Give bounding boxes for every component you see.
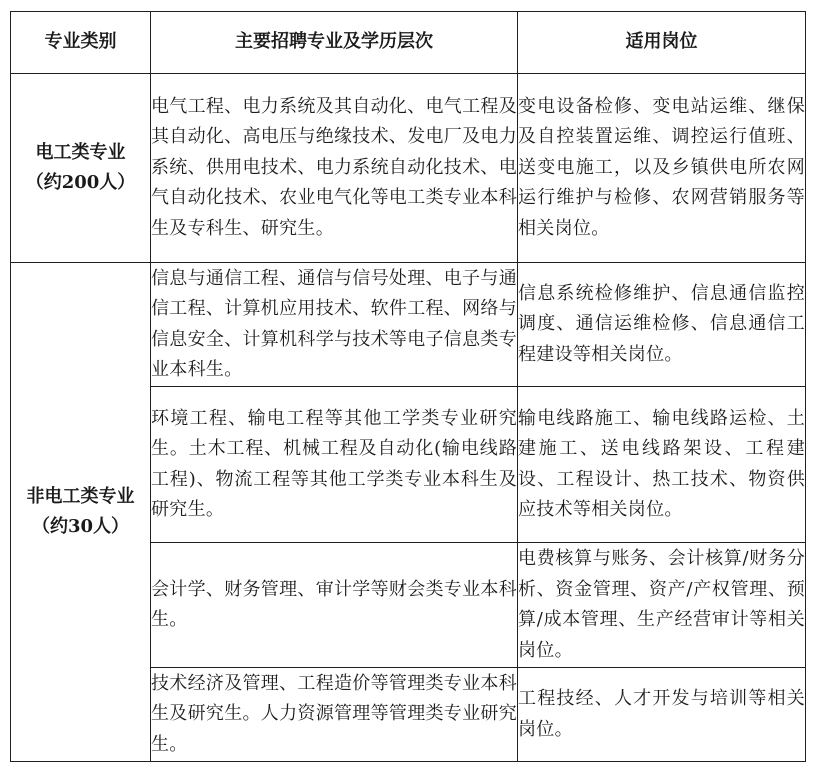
header-positions: 适用岗位 (518, 12, 806, 74)
majors-cell: 电气工程、电力系统及其自动化、电气工程及其自动化、高电压与绝缘技术、发电厂及电力系统、供用电技术、电力系统自动化技术、电气自动化技术、农业电气化等电工类专业本科生及专科生、研究生。 (151, 74, 518, 263)
category-cell-non-electrical (11, 263, 151, 762)
majors-cell: 环境工程、输电工程等其他工学类专业研究生。土木工程、机械工程及自动化(输电线路工程)、物流工程等其他工学类专业本科生及研究生。 (151, 387, 518, 543)
category-cell-electrical (11, 74, 151, 263)
category-count: （约30人） (31, 516, 130, 537)
table-row (11, 263, 806, 387)
header-majors: 主要招聘专业及学历层次 (151, 12, 518, 74)
header-category: 专业类别 (11, 12, 151, 74)
positions-cell: 输电线路施工、输电线路运检、土建施工、送电线路架设、工程建设、工程设计、热工技术、物资供应技术等相关岗位。 (518, 387, 806, 543)
majors-cell: 会计学、财务管理、审计学等财会类专业本科生。 (151, 543, 518, 668)
positions-cell: 工程技经、人才开发与培训等相关岗位。 (518, 668, 806, 762)
positions-cell: 电费核算与账务、会计核算/财务分析、资金管理、资产/产权管理、预算/成本管理、生产经营审计等相关岗位。 (518, 543, 806, 668)
majors-cell: 信息与通信工程、通信与信号处理、电子与通信工程、计算机应用技术、软件工程、网络与信息安全、计算机科学与技术等电子信息类专业本科生。 (151, 263, 518, 387)
majors-cell: 技术经济及管理、工程造价等管理类专业本科生及研究生。人力资源管理等管理类专业研究生。 (151, 668, 518, 762)
category-name: 非电工类专业 (26, 485, 135, 507)
table-row (11, 74, 806, 263)
positions-cell: 变电设备检修、变电站运维、继保及自控装置运维、调控运行值班、送变电施工，以及乡镇供电所农网运行维护与检修、农网营销服务等相关岗位。 (518, 74, 806, 263)
category-count: （约200人） (25, 172, 136, 193)
header-row (11, 12, 806, 74)
category-name: 电工类专业 (35, 141, 126, 163)
recruitment-table (10, 11, 806, 762)
positions-cell: 信息系统检修维护、信息通信监控调度、通信运维检修、信息通信工程建设等相关岗位。 (518, 263, 806, 387)
